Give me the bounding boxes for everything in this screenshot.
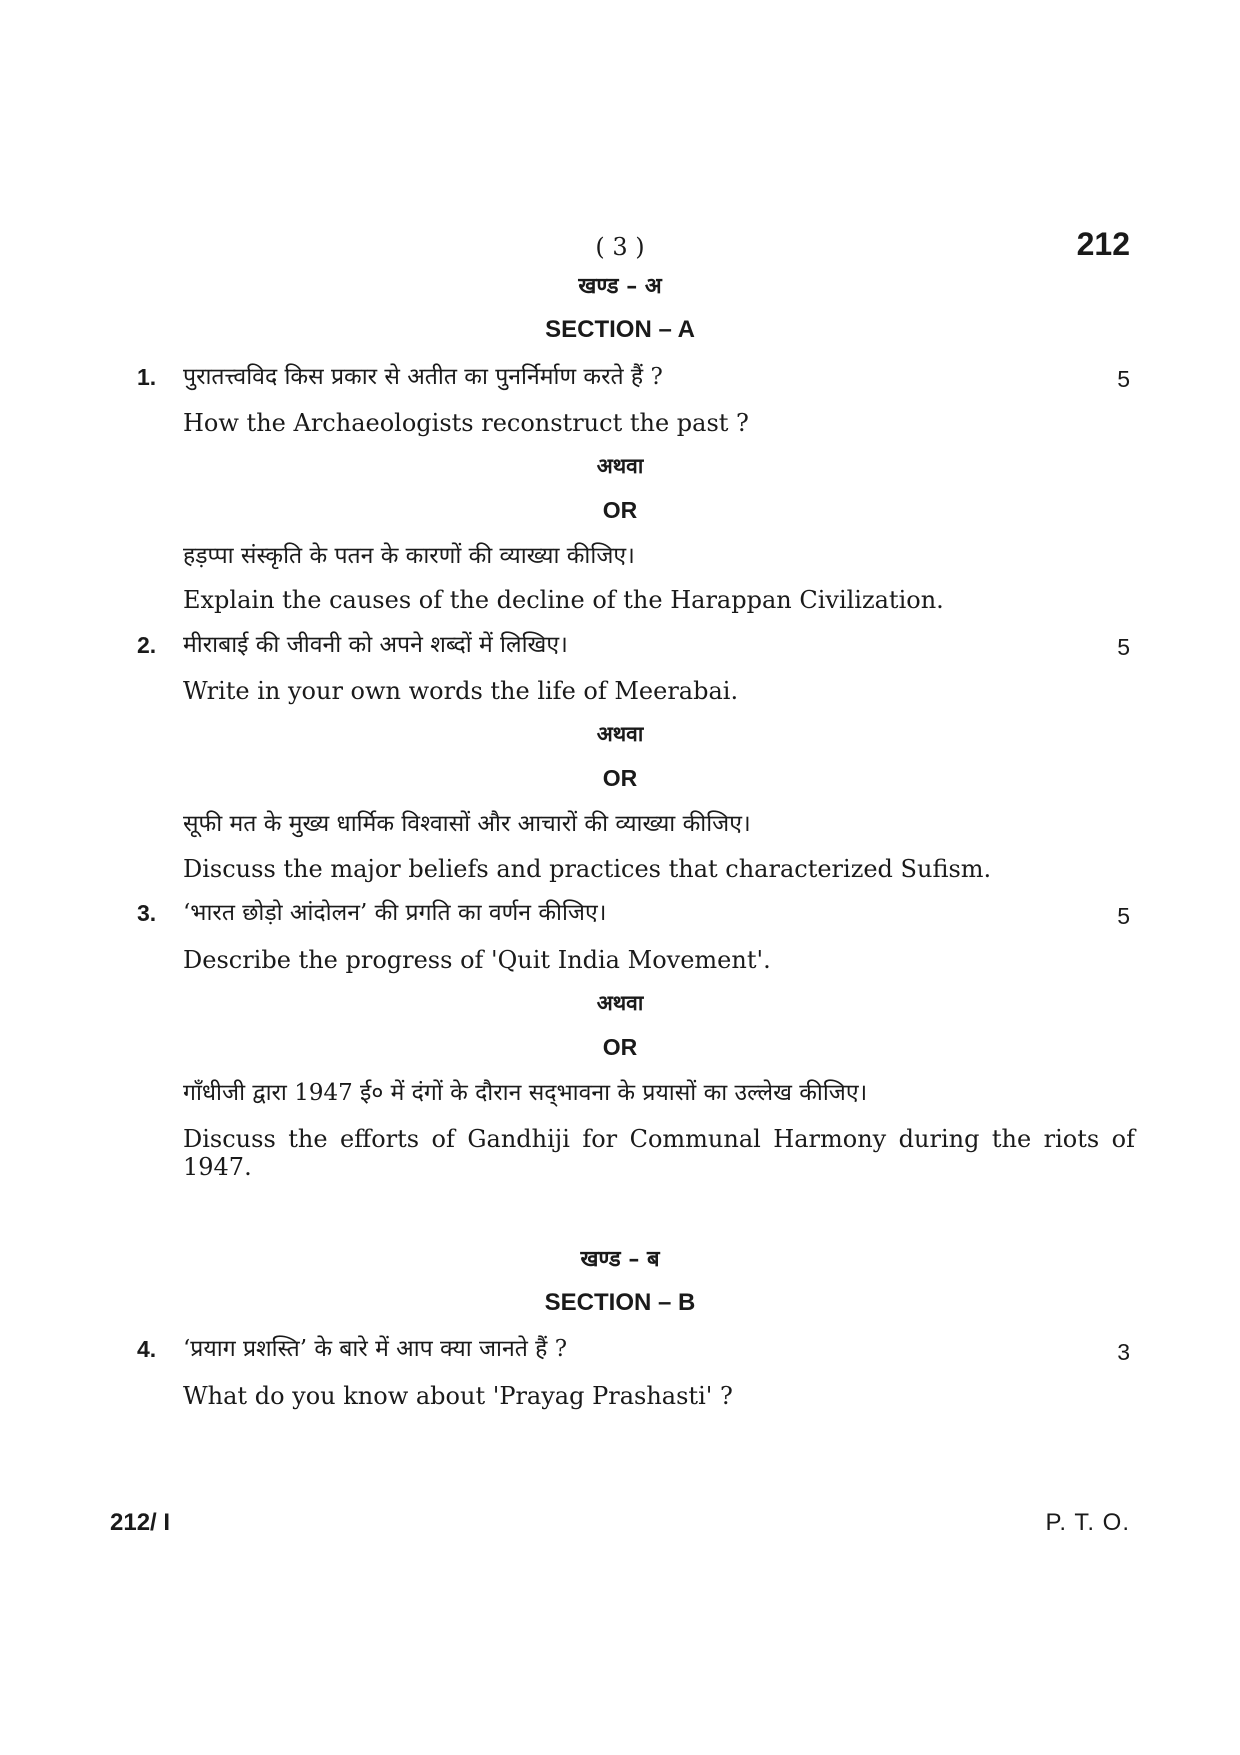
- or-hindi: अथवा: [596, 453, 644, 478]
- alternative-question-hindi: सूफी मत के मुख्य धार्मिक विश्वासों और आचारों की व्याख्या कीजिए।: [183, 811, 751, 837]
- or-english: OR: [602, 765, 638, 791]
- question-english: Describe the progress of 'Quit India Movement'.: [183, 946, 771, 974]
- question-hindi: ‘प्रयाग प्रशस्ति’ के बारे में आप क्या जानते हैं ?: [183, 1336, 568, 1362]
- question-marks: 5: [1117, 903, 1130, 929]
- footer-pto: P. T. O.: [1045, 1509, 1130, 1536]
- question-number: 3.: [137, 900, 157, 926]
- alternative-question-english: Discuss the efforts of Gandhiji for Communal Harmony during the riots of 1947.: [183, 1125, 1135, 1181]
- question-english: What do you know about 'Prayag Prashasti' ?: [183, 1382, 733, 1410]
- question-marks: 3: [1117, 1339, 1130, 1365]
- alternative-question-hindi: हड़प्पा संस्कृति के पतन के कारणों की व्याख्या कीजिए।: [183, 543, 635, 569]
- alternative-question-english: Explain the causes of the decline of the Harappan Civilization.: [183, 586, 944, 614]
- page-number: ( 3 ): [595, 233, 645, 261]
- section-b-title: SECTION – B: [544, 1289, 696, 1316]
- or-hindi: अथवा: [596, 990, 644, 1015]
- footer-paper-code: 212/ I: [110, 1509, 171, 1536]
- question-number: 4.: [137, 1336, 157, 1362]
- question-marks: 5: [1117, 634, 1130, 660]
- section-a-title: SECTION – A: [545, 316, 695, 343]
- alternative-question-hindi: गाँधीजी द्वारा 1947 ई० में दंगों के दौरान सद्‌भावना के प्रयासों का उल्लेख कीजिए।: [183, 1080, 868, 1106]
- or-english: OR: [602, 1034, 638, 1060]
- question-hindi: पुरातत्त्वविद किस प्रकार से अतीत का पुनर्निर्माण करते हैं ?: [183, 364, 663, 390]
- question-marks: 5: [1117, 366, 1130, 392]
- question-number: 1.: [137, 364, 157, 390]
- question-english: How the Archaeologists reconstruct the past ?: [183, 409, 749, 437]
- question-hindi: मीराबाई की जीवनी को अपने शब्दों में लिखिए।: [183, 632, 568, 658]
- question-english: Write in your own words the life of Meerabai.: [183, 677, 739, 705]
- section-a-hindi-title: खण्ड – अ: [578, 273, 662, 299]
- section-b-hindi-title: खण्ड – ब: [580, 1246, 660, 1272]
- question-hindi: ‘भारत छोड़ो आंदोलन’ की प्रगति का वर्णन कीजिए।: [183, 900, 607, 926]
- or-english: OR: [602, 497, 638, 523]
- paper-code: 212: [1076, 226, 1130, 262]
- alternative-question-english: Discuss the major beliefs and practices that characterized Sufism.: [183, 855, 992, 883]
- question-number: 2.: [137, 632, 157, 658]
- or-hindi: अथवा: [596, 721, 644, 746]
